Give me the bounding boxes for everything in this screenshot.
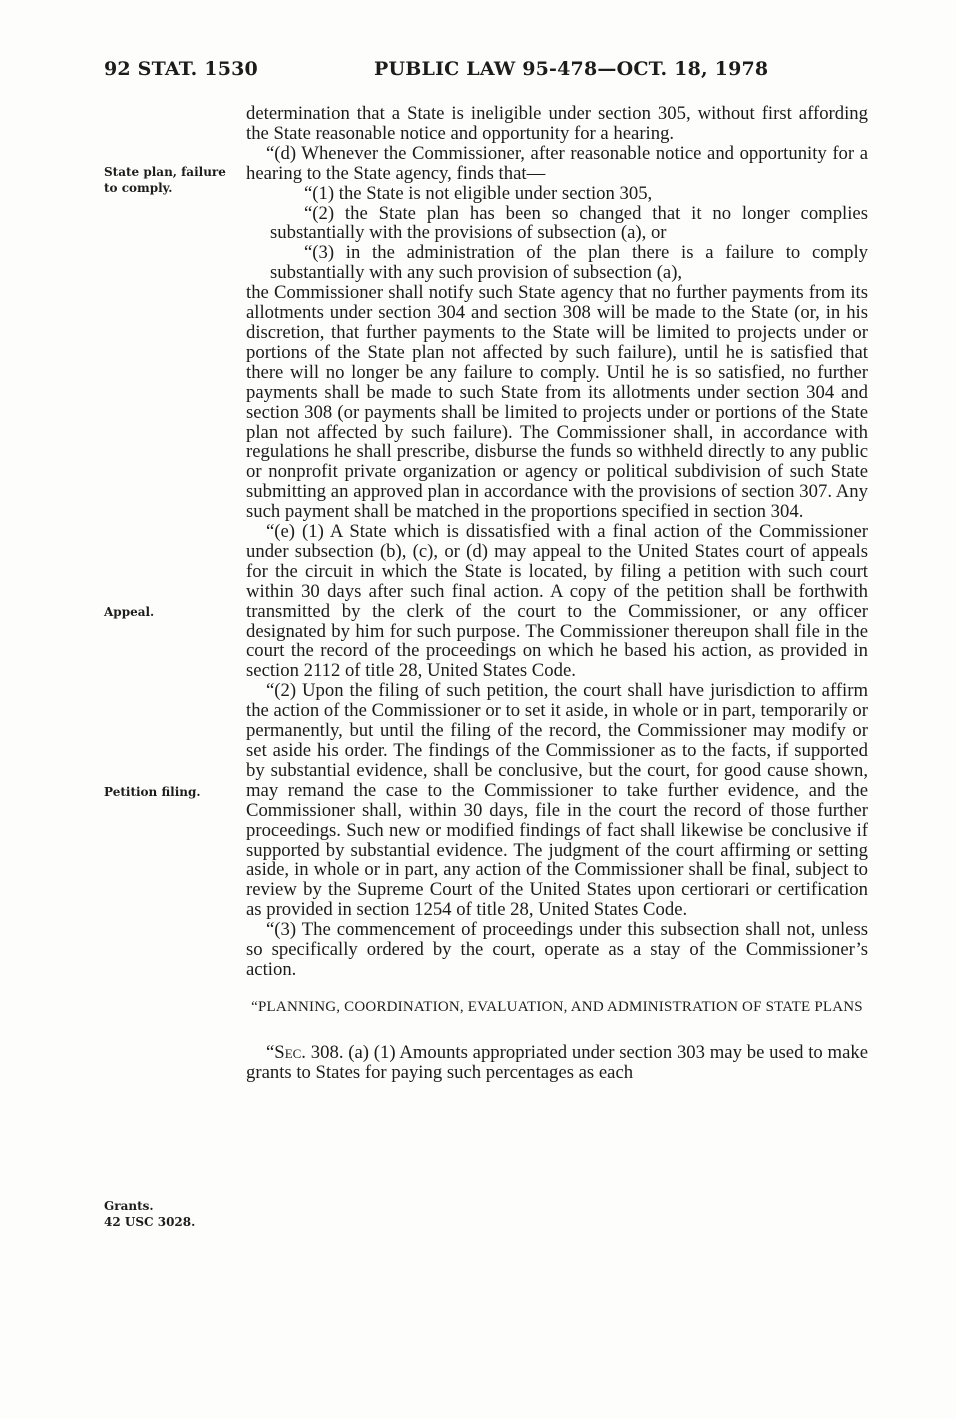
public-law-reference: PUBLIC LAW 95-478—OCT. 18, 1978 [374, 58, 769, 80]
clause-d-3: “(3) in the administration of the plan there is a failure to comply substantially with any such provision of subsection (a), [270, 242, 868, 284]
paragraph-subsection-d: “(d) Whenever the Commissioner, after reasonable notice and opportunity for a hearing to the State agency, finds that— [246, 142, 868, 184]
section-308-text: 308. (a) (1) Amounts appropriated under section 303 may be used to make grants to States for paying such percentages as each [246, 1041, 869, 1083]
margin-note-line: to comply. [104, 181, 173, 195]
margin-note-petition-filing: Petition filing. [104, 785, 201, 799]
paragraph-continuation: determination that a State is ineligible under section 305, without first affording the State reasonable notice and opportunity for a hearing. [246, 103, 868, 144]
margin-note-line: State plan, failure [104, 165, 226, 179]
section-heading: “PLANNING, COORDINATION, EVALUATION, AND ADMINISTRATION OF STATE PLANS [251, 998, 863, 1015]
margin-note-line: 42 USC 3028. [104, 1215, 196, 1229]
margin-note-appeal: Appeal. [104, 605, 155, 619]
paragraph-d-result: the Commissioner shall notify such State agency that no further payments from its allotments under section 304 and section 308 will be made to the State (or, in his discretion, that further payments to the State will be limited to projects under or portions of the State plan not affected by such failure), until he is satisfied that there will no longer be any failure to comply. Until he is so satisfied, no further payments shall be made to such State from its allotments under section 304 and section 308 (or payments shall be limited to projects under or portions of the State plan not affected by such failure). The Commissioner shall, in accordance with regulations he shall prescribe, disburse the funds so withheld directly to any public or nonprofit private organization or agency or political subdivision of such State submitting an approved plan in accordance with the provisions of section 307. Any such payment shall be matched in the proportions specified in section 304. [246, 282, 868, 523]
stat-page-reference: 92 STAT. 1530 [104, 58, 258, 80]
paragraph-section-308 [246, 1043, 868, 1083]
paragraph-subsection-e-1: “(e) (1) A State which is dissatisfied with a final action of the Commissioner under subsection (b), (c), or (d) may appeal to the United States court of appeals for the circuit in which the State is located, by filing a petition with such court within 30 days after such final action. A copy of the petition shall be forthwith transmitted by the clerk of the court to the Commissioner, or any officer designated by him for such purpose. The Commissioner thereupon shall file in the court the record of the proceedings on which he based his action, as provided in section 2112 of title 28, United States Code. [246, 521, 868, 682]
statute-body-text [246, 104, 868, 1083]
clause-d-1: “(1) the State is not eligible under section 305, [304, 182, 653, 204]
margin-note-line: Grants. [104, 1199, 154, 1213]
paragraph-subsection-e-3: “(3) The commencement of proceedings under this subsection shall not, unless so specifically ordered by the court, operate as a stay of the Commissioner’s action. [246, 919, 868, 980]
margin-note-state-plan [104, 164, 232, 196]
paragraph-subsection-e-2: “(2) Upon the filing of such petition, the court shall have jurisdiction to affirm the action of the Commissioner or to set it aside, in whole or in part, temporarily or permanently, but until the filing of the record, the Commissioner may modify or set aside his order. The findings of the Commissioner as to the facts, if supported by substantial evidence, shall be conclusive, but the court, for good cause shown, may remand the case to the Commissioner to take further evidence, and the Commissioner shall, within 30 days, file in the court the record of those further proceedings. Such new or modified findings of fact shall likewise be conclusive if supported by substantial evidence. The judgment of the court affirming or setting aside, in whole or in part, any action of the Commissioner shall be final, subject to review by the Supreme Court of the United States upon certiorari or certification as provided in section 1254 of title 28, United States Code. [246, 680, 868, 921]
section-prefix: “Sec. [266, 1041, 306, 1063]
clause-d-2: “(2) the State plan has been so changed that it no longer complies substantially with the provisions of subsection (a), or [270, 202, 868, 244]
margin-note-grants [104, 1198, 232, 1230]
